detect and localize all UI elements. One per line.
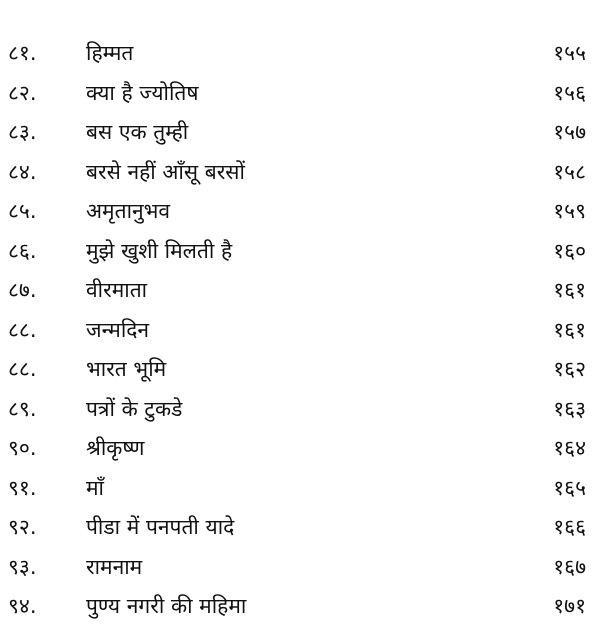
- entry-page: १६६: [553, 515, 586, 539]
- entry-title: रामनाम: [86, 554, 143, 579]
- entry-page: १६३: [553, 396, 586, 421]
- entry-number: ८९.: [8, 396, 37, 421]
- entry-number: ९३.: [8, 554, 37, 579]
- entry-title: पत्रों के टुकडे: [86, 396, 183, 421]
- table-of-contents: [0, 34, 600, 627]
- entry-number: ९४.: [8, 594, 37, 618]
- entry-title: हिम्मत: [86, 41, 134, 65]
- entry-page: १७१: [553, 594, 586, 618]
- entry-page: १५७: [553, 120, 586, 144]
- entry-number: ८८.: [8, 317, 37, 342]
- entry-number: ८२.: [8, 80, 37, 105]
- toc-row: [0, 192, 600, 232]
- entry-number: ८५.: [8, 199, 37, 223]
- entry-title: मुझे खुशी मिलती है: [86, 238, 233, 263]
- entry-number: ८१.: [8, 41, 37, 65]
- toc-row: [0, 587, 600, 627]
- entry-title: क्या है ज्योतिष: [86, 80, 199, 105]
- entry-number: ८४.: [8, 159, 37, 184]
- entry-number: ९२.: [8, 515, 37, 539]
- toc-row: [0, 232, 600, 272]
- toc-row: [0, 113, 600, 153]
- toc-row: [0, 311, 600, 351]
- toc-row: [0, 548, 600, 588]
- entry-title: बस एक तुम्ही: [86, 120, 189, 144]
- toc-row: [0, 74, 600, 114]
- entry-page: १६२: [553, 357, 586, 381]
- entry-number: ९०.: [8, 436, 37, 460]
- entry-number: ८६.: [8, 238, 37, 263]
- toc-row: [0, 429, 600, 469]
- toc-row: [0, 153, 600, 193]
- toc-row: [0, 508, 600, 548]
- entry-page: १५६: [553, 80, 586, 105]
- entry-title: वीरमाता: [86, 278, 148, 302]
- entry-title: बरसे नहीं आँसू बरसों: [86, 159, 245, 184]
- entry-page: १६१: [553, 278, 586, 302]
- entry-page: १६७: [553, 554, 586, 579]
- toc-row: [0, 469, 600, 509]
- entry-title: भारत भूमि: [86, 357, 167, 381]
- entry-page: १६१: [553, 317, 586, 342]
- entry-title: पुण्य नगरी की महिमा: [86, 594, 247, 618]
- entry-title: श्रीकृष्ण: [86, 436, 145, 460]
- entry-title: पीडा में पनपती यादे: [86, 515, 235, 539]
- entry-page: १५९: [553, 199, 586, 223]
- toc-row: [0, 271, 600, 311]
- entry-number: ८३.: [8, 120, 37, 144]
- entry-page: १६४: [553, 436, 586, 460]
- entry-title: जन्मदिन: [86, 317, 150, 342]
- entry-number: ८८.: [8, 357, 37, 381]
- toc-row: [0, 390, 600, 430]
- entry-page: १५८: [553, 159, 586, 184]
- entry-page: १६५: [553, 475, 586, 500]
- toc-row: [0, 34, 600, 74]
- entry-number: ९१.: [8, 475, 37, 500]
- toc-row: [0, 350, 600, 390]
- entry-page: १६०: [553, 238, 586, 263]
- entry-page: १५५: [553, 41, 586, 65]
- entry-number: ८७.: [8, 278, 37, 302]
- entry-title: माँ: [86, 475, 104, 500]
- entry-title: अमृतानुभव: [86, 199, 171, 223]
